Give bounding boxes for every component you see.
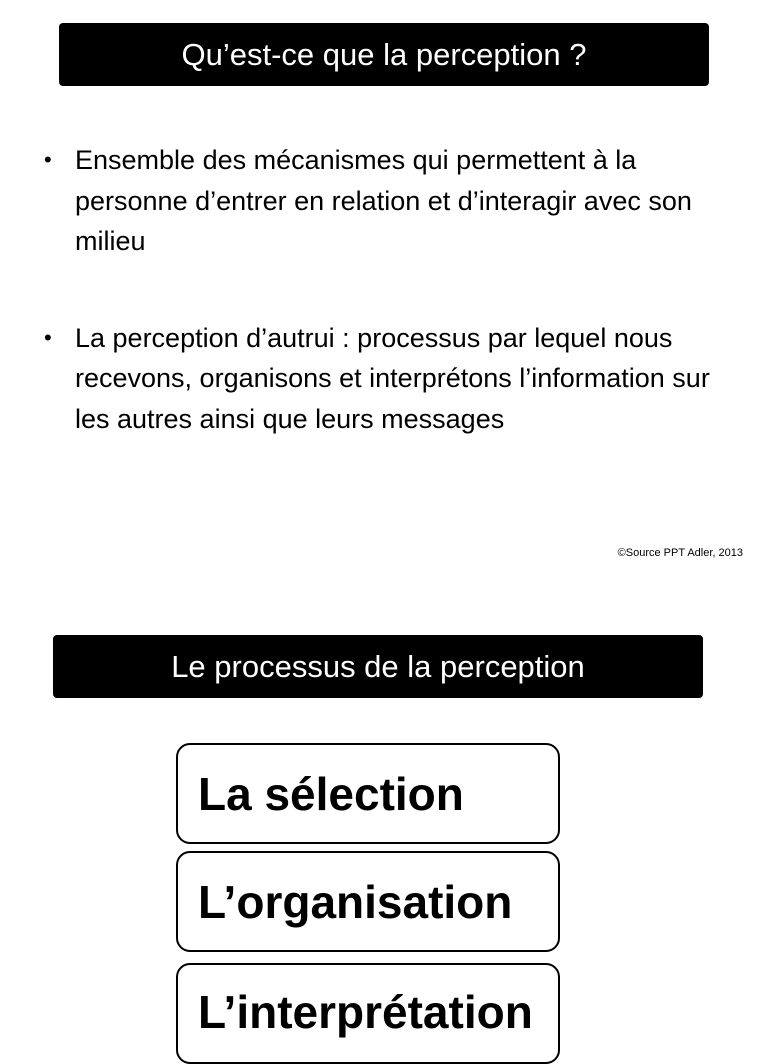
slide1-bullet-list (44, 140, 744, 439)
slide2-title: Le processus de la perception (171, 648, 585, 684)
bullet-dot-icon: • (44, 147, 52, 172)
slide1-title: Qu’est-ce que la perception ? (181, 36, 587, 72)
list-item (44, 318, 744, 440)
slide1-title-bar (59, 23, 709, 86)
step-interpretation-box (176, 963, 560, 1064)
step-label: L’organisation (198, 875, 513, 928)
step-organisation-box (176, 851, 560, 952)
bullet-text: Ensemble des mécanismes qui permettent à la personne d’entrer en relation et d’interagir avec son milieu (75, 145, 692, 256)
bullet-text: La perception d’autrui : processus par lequel nous recevons, organisons et interprétons l’information sur les autres ainsi que leurs messages (75, 322, 710, 434)
step-label: La sélection (198, 767, 464, 820)
step-selection-box (176, 743, 560, 844)
list-item (44, 140, 744, 262)
step-label: L’interprétation (198, 986, 533, 1038)
bullet-dot-icon: • (44, 324, 52, 350)
source-citation: ©Source PPT Adler, 2013 (617, 547, 743, 559)
slide2-title-bar (53, 635, 703, 698)
